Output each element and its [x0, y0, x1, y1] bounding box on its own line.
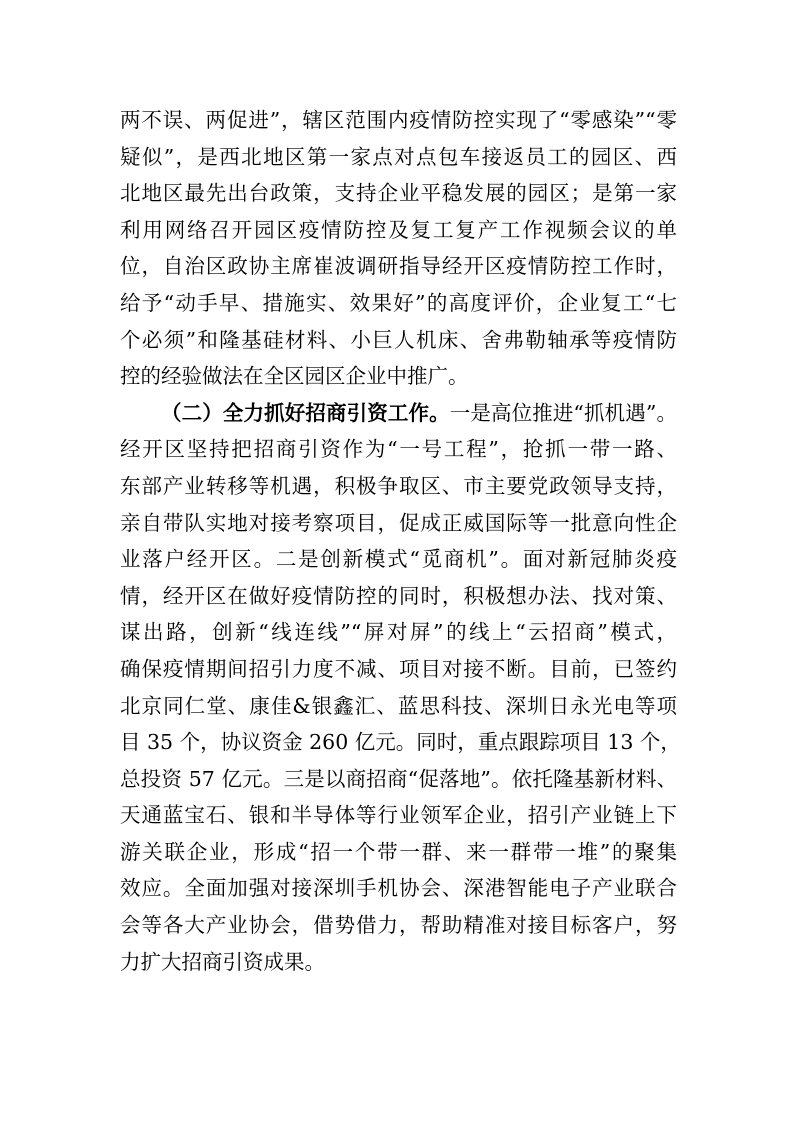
paragraph-line: 效应。全面加强对接深圳手机协会、深港智能电子产业联合	[120, 876, 677, 901]
paragraph-line: 目 35 个，协议资金 260 亿元。同时，重点跟踪项目 13 个，	[120, 730, 681, 755]
paragraph-line: 会等各大产业协会，借势借力，帮助精准对接目标客户，努	[120, 913, 677, 938]
paragraph-line: 北京同仁堂、康佳&银鑫汇、蓝思科技、深圳日永光电等项	[120, 693, 677, 718]
paragraph-line: 北地区最先出台政策，支持企业平稳发展的园区；是第一家	[120, 181, 677, 206]
paragraph-line: 东部产业转移等机遇，积极争取区、市主要党政领导支持，	[120, 473, 677, 498]
paragraph-line: 疑似”，是西北地区第一家点对点包车接返员工的园区、西	[120, 144, 677, 169]
paragraph-line: 个必须”和隆基硅材料、小巨人机床、舍弗勒轴承等疫情防	[120, 327, 677, 352]
paragraph-line: 利用网络召开园区疫情防控及复工复产工作视频会议的单	[120, 217, 677, 242]
paragraph-line: 总投资 57 亿元。三是以商招商“促落地”。依托隆基新材料、	[120, 766, 677, 791]
paragraph-line: 游关联企业，形成“招一个带一群、来一群带一堆”的聚集	[120, 839, 677, 864]
paragraph-line: 业落户经开区。二是创新模式“觅商机”。面对新冠肺炎疫	[120, 547, 677, 572]
paragraph-line: 天通蓝宝石、银和半导体等行业领军企业，招引产业链上下	[120, 803, 677, 828]
paragraph-line: 控的经验做法在全区园区企业中推广。	[120, 364, 469, 389]
paragraph-line: 位，自治区政协主席崔波调研指导经开区疫情防控工作时，	[120, 254, 677, 279]
body-text	[120, 102, 681, 980]
section-heading: （二）全力抓好招商引资工作。	[161, 400, 450, 425]
paragraph-line: 谋出路，创新“线连线”“屏对屏”的线上“云招商”模式，	[120, 620, 677, 645]
section-heading-line	[120, 395, 677, 432]
paragraph-line: 确保疫情期间招引力度不减、项目对接不断。目前，已签约	[120, 656, 677, 681]
paragraph-line: 情，经开区在做好疫情防控的同时，积极想办法、找对策、	[120, 583, 677, 608]
paragraph-line: 给予“动手早、措施实、效果好”的高度评价，企业复工“七	[120, 290, 677, 315]
paragraph-line: 亲自带队实地对接考察项目，促成正威国际等一批意向性企	[120, 510, 677, 535]
paragraph-line: 两不误、两促进”，辖区范围内疫情防控实现了“零感染”“零	[120, 108, 677, 132]
paragraph-line: 经开区坚持把招商引资作为“一号工程”，抢抓一带一路、	[120, 437, 677, 462]
section-first-line-text: 一是高位推进“抓机遇”。	[449, 400, 677, 425]
paragraph-line: 力扩大招商引资成果。	[120, 949, 325, 974]
